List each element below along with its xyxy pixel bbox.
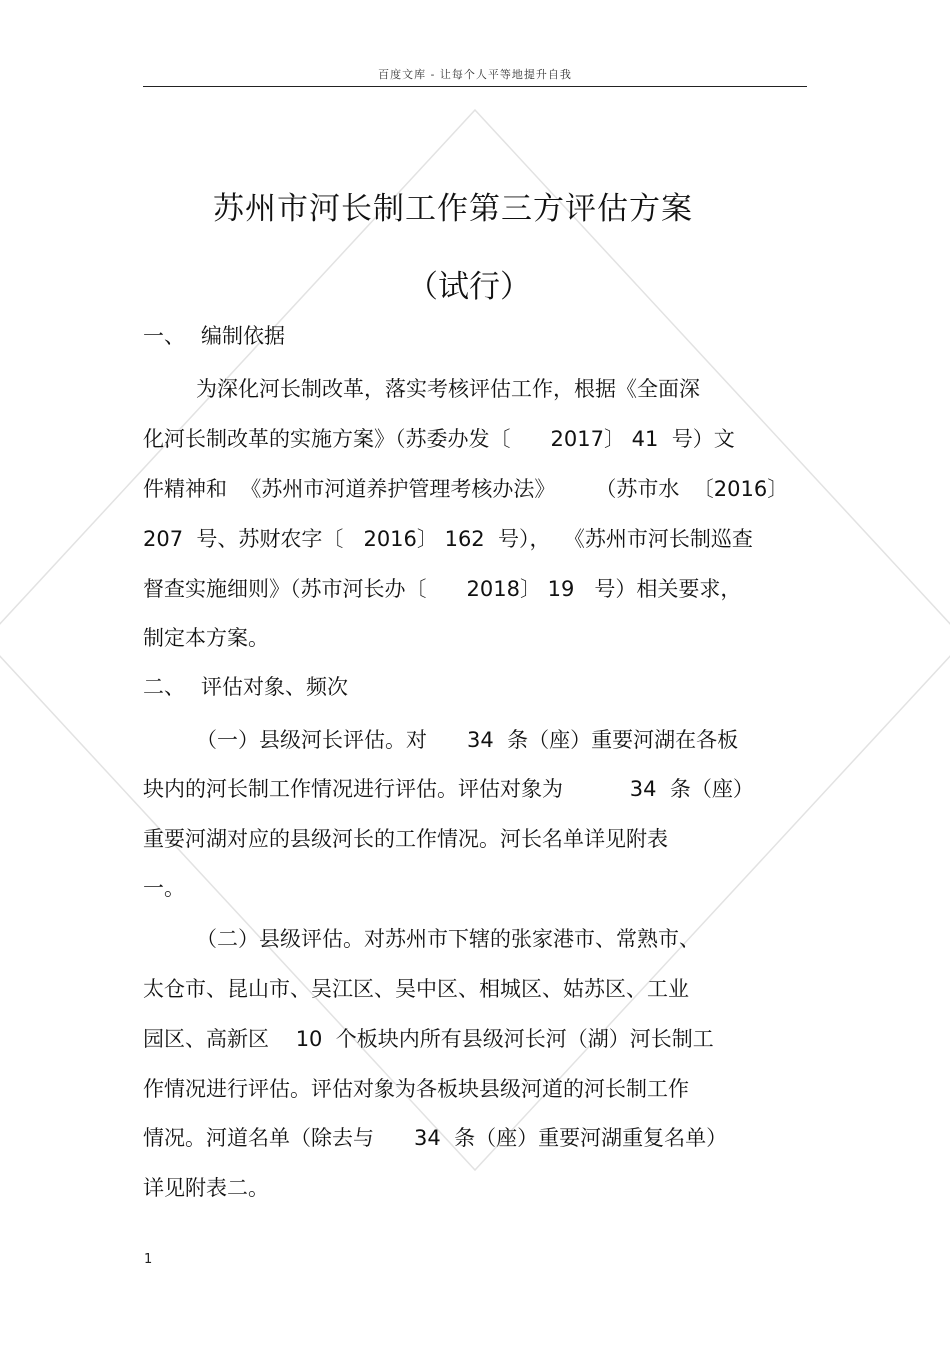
- paragraph-line: 为深化河长制改革，落实考核评估工作，根据《全面深: [196, 377, 700, 401]
- paragraph-line: 督查实施细则》（苏市河长办〔 2018〕 19 号）相关要求，: [143, 577, 742, 601]
- paragraph-line: 一。: [143, 876, 185, 900]
- paragraph-line: 详见附表二。: [143, 1176, 269, 1200]
- paragraph-line: 作情况进行评估。评估对象为各板块县级河道的河长制工作: [143, 1077, 689, 1101]
- section-title: 编制依据: [201, 324, 285, 348]
- document-subtitle: （试行）: [407, 269, 531, 305]
- paragraph-line: 207 号、苏财农字〔 2016〕 162 号）， 《苏州市河长制巡查: [143, 527, 753, 551]
- paragraph-line: 情况。河道名单（除去与 34 条（座）重要河湖重复名单）: [143, 1126, 728, 1150]
- header-divider: [143, 86, 807, 87]
- paragraph-line: 重要河湖对应的县级河长的工作情况。河长名单详见附表: [143, 827, 668, 851]
- paragraph-line: （一）县级河长评估。对 34 条（座）重要河湖在各板: [196, 728, 739, 752]
- paragraph-line: 件精神和 《苏州市河道养护管理考核办法》 （苏市水 〔2016〕: [143, 477, 789, 501]
- section-heading-1: [143, 322, 285, 350]
- section-heading-2: [143, 673, 348, 701]
- paragraph-line: 制定本方案。: [143, 626, 269, 650]
- paragraph-line: 太仓市、昆山市、吴江区、吴中区、相城区、姑苏区、工业: [143, 977, 689, 1001]
- paragraph-line: 块内的河长制工作情况进行评估。评估对象为 34 条（座）: [143, 777, 754, 801]
- paragraph-line: （二）县级评估。对苏州市下辖的张家港市、常熟市、: [196, 927, 700, 951]
- paragraph-line: 园区、高新区 10 个板块内所有县级河长河（湖）河长制工: [143, 1027, 714, 1051]
- section-number: 二、: [143, 675, 185, 699]
- section-title: 评估对象、频次: [201, 675, 348, 699]
- page-number: 1: [144, 1252, 153, 1267]
- paragraph-line: 化河长制改革的实施方案》（苏委办发〔 2017〕 41 号）文: [143, 427, 735, 451]
- section-number: 一、: [143, 324, 185, 348]
- page-header: 百度文库 - 让每个人平等地提升自我: [378, 68, 572, 81]
- document-title: 苏州市河长制工作第三方评估方案: [213, 191, 693, 227]
